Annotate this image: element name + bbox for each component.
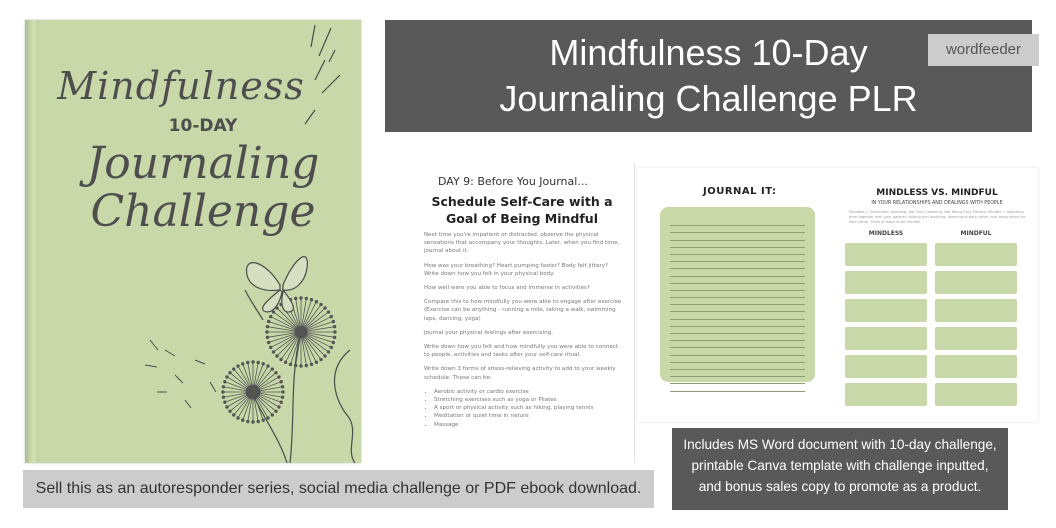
dandelion-seed bbox=[252, 361, 255, 364]
dandelion-seed bbox=[300, 297, 303, 300]
dandelion-seed bbox=[305, 297, 308, 300]
dandelion-seed bbox=[271, 414, 274, 417]
dandelion-seed bbox=[327, 311, 330, 314]
mindless-cell bbox=[845, 243, 927, 266]
journal-line bbox=[670, 370, 805, 377]
cover-title-10-day: 10-DAY bbox=[168, 116, 238, 136]
list-item: • Aerobic activity or cardio exercise bbox=[434, 388, 624, 396]
mindful-cell bbox=[935, 327, 1017, 350]
dandelion-ray bbox=[301, 312, 329, 332]
mindful-cell bbox=[935, 355, 1017, 378]
dandelion-seed bbox=[267, 365, 270, 368]
dandelion-seed bbox=[269, 346, 272, 349]
journal-line bbox=[670, 219, 805, 226]
dandelion-seed bbox=[241, 363, 244, 366]
journal-line bbox=[670, 348, 805, 355]
doc-paragraph: Next time you're impatient or distracted, observe the physical sensations that accompany your thoughts. Later, when you find time, journal about it. bbox=[424, 232, 620, 255]
journal-line bbox=[670, 262, 805, 269]
dandelion-seed bbox=[276, 355, 279, 358]
journal-line bbox=[670, 327, 805, 334]
includes-line1: Includes MS Word document with 10-day challenge, bbox=[683, 437, 997, 452]
dandelion-seed bbox=[278, 376, 281, 379]
dandelion-seed bbox=[275, 371, 278, 374]
dandelion-seed bbox=[332, 320, 335, 323]
doc-paragraph: How was your breathing? Heart pumping faster? Body felt jittery? Write down how you felt in your physical body. bbox=[424, 262, 608, 277]
doc-body bbox=[424, 231, 624, 429]
mindless-cell bbox=[845, 383, 927, 406]
dandelion-seed bbox=[262, 363, 265, 366]
product-title-line2: Journaling Challenge PLR bbox=[499, 78, 918, 119]
dandelion-seed bbox=[315, 300, 318, 303]
dandelion-seed bbox=[267, 341, 270, 344]
doc-paragraph: Write down how you felt and how mindfully you were able to connect to people, activities and tasks after your self-care ritual. bbox=[424, 344, 619, 359]
column-header-mindless: MINDLESS bbox=[868, 230, 904, 237]
journal-line bbox=[670, 320, 805, 327]
dandelion-seed bbox=[224, 380, 227, 383]
mindless-cell bbox=[845, 299, 927, 322]
dandelion-seed bbox=[252, 421, 255, 424]
dandelion-seed bbox=[332, 341, 335, 344]
dandelion-seed bbox=[267, 320, 270, 323]
dandelion-seed bbox=[266, 336, 269, 339]
list-item: • Stretching exercises such as yoga or Pilates bbox=[434, 396, 624, 404]
dandelion-seed bbox=[246, 361, 249, 364]
journal-line bbox=[670, 341, 805, 348]
dandelion-seed bbox=[280, 358, 283, 361]
journal-line bbox=[670, 305, 805, 312]
dandelion-seed bbox=[324, 307, 327, 310]
product-title-line1: Mindfulness 10-Day bbox=[549, 32, 868, 73]
dandelion-seed bbox=[237, 417, 240, 420]
dandelion-seed bbox=[232, 368, 235, 371]
column-header-mindful: MINDFUL bbox=[960, 230, 992, 237]
dandelion-seed bbox=[222, 396, 225, 399]
doc-heading-line1: Schedule Self-Care with a bbox=[431, 194, 613, 209]
list-item: • A sport or physical activity such as hiking, playing tennis bbox=[434, 404, 624, 412]
journal-line bbox=[670, 248, 805, 255]
worksheet-subtitle: IN YOUR RELATIONSHIPS AND DEALINGS WITH PEOPLE bbox=[871, 201, 1003, 206]
dandelion-seed bbox=[281, 385, 284, 388]
journal-line bbox=[670, 269, 805, 276]
dandelion-seed bbox=[334, 331, 337, 334]
book-cover bbox=[25, 20, 361, 463]
dandelion-seed bbox=[257, 361, 260, 364]
dandelion-seed bbox=[275, 410, 278, 413]
includes-line2: printable Canva template with challenge inputted, bbox=[691, 458, 989, 473]
dandelion-ray bbox=[273, 312, 301, 332]
mindless-cell bbox=[845, 327, 927, 350]
dandelion-seed bbox=[324, 355, 327, 358]
brand-badge: wordfeeder bbox=[928, 34, 1039, 66]
dandelion-seed bbox=[272, 351, 275, 354]
dandelion-ray bbox=[301, 332, 329, 352]
dandelion-seed bbox=[294, 364, 297, 367]
dandelion-seed bbox=[269, 315, 272, 318]
dandelion-seed bbox=[222, 391, 225, 394]
dandelion-seed bbox=[294, 297, 297, 300]
dandelion-seed bbox=[232, 414, 235, 417]
dandelion-ray bbox=[301, 332, 321, 360]
journal-line bbox=[670, 363, 805, 370]
dandelion-seed bbox=[266, 331, 269, 334]
dandelion-seed bbox=[271, 368, 274, 371]
includes-line3: and bonus sales copy to promote as a product. bbox=[698, 479, 982, 494]
dandelion-seed bbox=[272, 311, 275, 314]
worksheet-title: MINDLESS VS. MINDFUL bbox=[876, 188, 998, 198]
journal-lines bbox=[670, 219, 805, 392]
doc-paragraph: Journal your physical feelings after exercising. bbox=[424, 329, 554, 336]
journal-line bbox=[670, 312, 805, 319]
doc-heading-line2: Goal of Being Mindful bbox=[446, 211, 598, 226]
dandelion-seed bbox=[226, 406, 229, 409]
dandelion-seed bbox=[320, 358, 323, 361]
journal-line bbox=[670, 384, 805, 391]
worksheet-description: Mindless = Distracted, Avoiding, Not Truly Listening, Not Being Fully Present. Mindful = Spending time together with your partner, talking and laughing, listening to each other, and being there for each other. Think of ways to be mindful. bbox=[849, 210, 1026, 224]
dandelion-seed bbox=[320, 303, 323, 306]
dandelion-seed bbox=[241, 419, 244, 422]
dandelion-seed bbox=[267, 417, 270, 420]
doc-paragraph: Write down 3 forms of stress-relieving activity to add to your weekly schedule. These can be: bbox=[424, 366, 616, 381]
dandelion-seed bbox=[229, 371, 232, 374]
dandelion-seed bbox=[224, 401, 227, 404]
journal-line bbox=[670, 298, 805, 305]
dandelion-seed bbox=[257, 420, 260, 423]
dandelion-seed bbox=[280, 401, 283, 404]
journal-line bbox=[670, 241, 805, 248]
mindless-cell bbox=[845, 271, 927, 294]
journal-line bbox=[670, 233, 805, 240]
mindful-cell bbox=[935, 271, 1017, 294]
mindful-cell bbox=[935, 299, 1017, 322]
dandelion-seed bbox=[226, 376, 229, 379]
doc-paragraph: Compare this to how mindfully you were able to engage after exercise. (Exercise can be anything - running a mile, taking a walk, swimming laps, dancing, yoga) bbox=[424, 299, 623, 322]
includes-note bbox=[672, 428, 1008, 510]
sales-caption: Sell this as an autoresponder series, social media challenge or PDF ebook download. bbox=[23, 470, 654, 508]
dandelion-ray bbox=[301, 304, 321, 332]
journal-it-label: JOURNAL IT: bbox=[703, 186, 777, 197]
dandelion-seed bbox=[330, 315, 333, 318]
dandelion-seed bbox=[237, 365, 240, 368]
document-page-preview bbox=[410, 163, 635, 463]
journal-line bbox=[670, 255, 805, 262]
journal-line bbox=[670, 334, 805, 341]
list-item: • Massage bbox=[434, 421, 624, 429]
journal-line bbox=[670, 226, 805, 233]
doc-day-label: DAY 9: Before You Journal... bbox=[438, 175, 588, 188]
mindful-cell bbox=[935, 383, 1017, 406]
mindful-cell bbox=[935, 243, 1017, 266]
dandelion-seed bbox=[280, 380, 283, 383]
cover-title-challenge: Challenge bbox=[90, 186, 316, 237]
dandelion-seed bbox=[315, 361, 318, 364]
journal-line bbox=[670, 291, 805, 298]
list-item: • Meditation or quiet time in nature bbox=[434, 412, 624, 420]
dandelion-seed bbox=[246, 420, 249, 423]
cover-title-mindfulness: Mindfulness bbox=[57, 64, 305, 108]
journal-line bbox=[670, 377, 805, 384]
doc-paragraph: How well were you able to focus and immerse in activities? bbox=[424, 285, 590, 292]
journal-line bbox=[670, 284, 805, 291]
dandelion-seed bbox=[305, 364, 308, 367]
dandelion-seed bbox=[333, 336, 336, 339]
mindless-cell bbox=[845, 355, 927, 378]
journal-line bbox=[670, 356, 805, 363]
dandelion-seed bbox=[262, 419, 265, 422]
dandelion-seed bbox=[310, 363, 313, 366]
dandelion-seed bbox=[278, 406, 281, 409]
dandelion-seed bbox=[284, 361, 287, 364]
cover-title-journaling: Journaling bbox=[86, 138, 320, 189]
dandelion-seed bbox=[327, 351, 330, 354]
dandelion-seed bbox=[333, 325, 336, 328]
dandelion-seed bbox=[289, 363, 292, 366]
dandelion-seed bbox=[310, 298, 313, 301]
dandelion-seed bbox=[222, 385, 225, 388]
dandelion-seed bbox=[266, 325, 269, 328]
dandelion-seed bbox=[229, 410, 232, 413]
journal-line bbox=[670, 277, 805, 284]
doc-bullet-list bbox=[424, 388, 624, 429]
dandelion-seed bbox=[330, 346, 333, 349]
dandelion-seed bbox=[282, 391, 285, 394]
dandelion-seed bbox=[300, 365, 303, 368]
dandelion-seed bbox=[281, 396, 284, 399]
worksheet-page-preview bbox=[637, 168, 1038, 422]
doc-heading bbox=[410, 193, 634, 227]
journal-lined-box bbox=[660, 207, 815, 382]
